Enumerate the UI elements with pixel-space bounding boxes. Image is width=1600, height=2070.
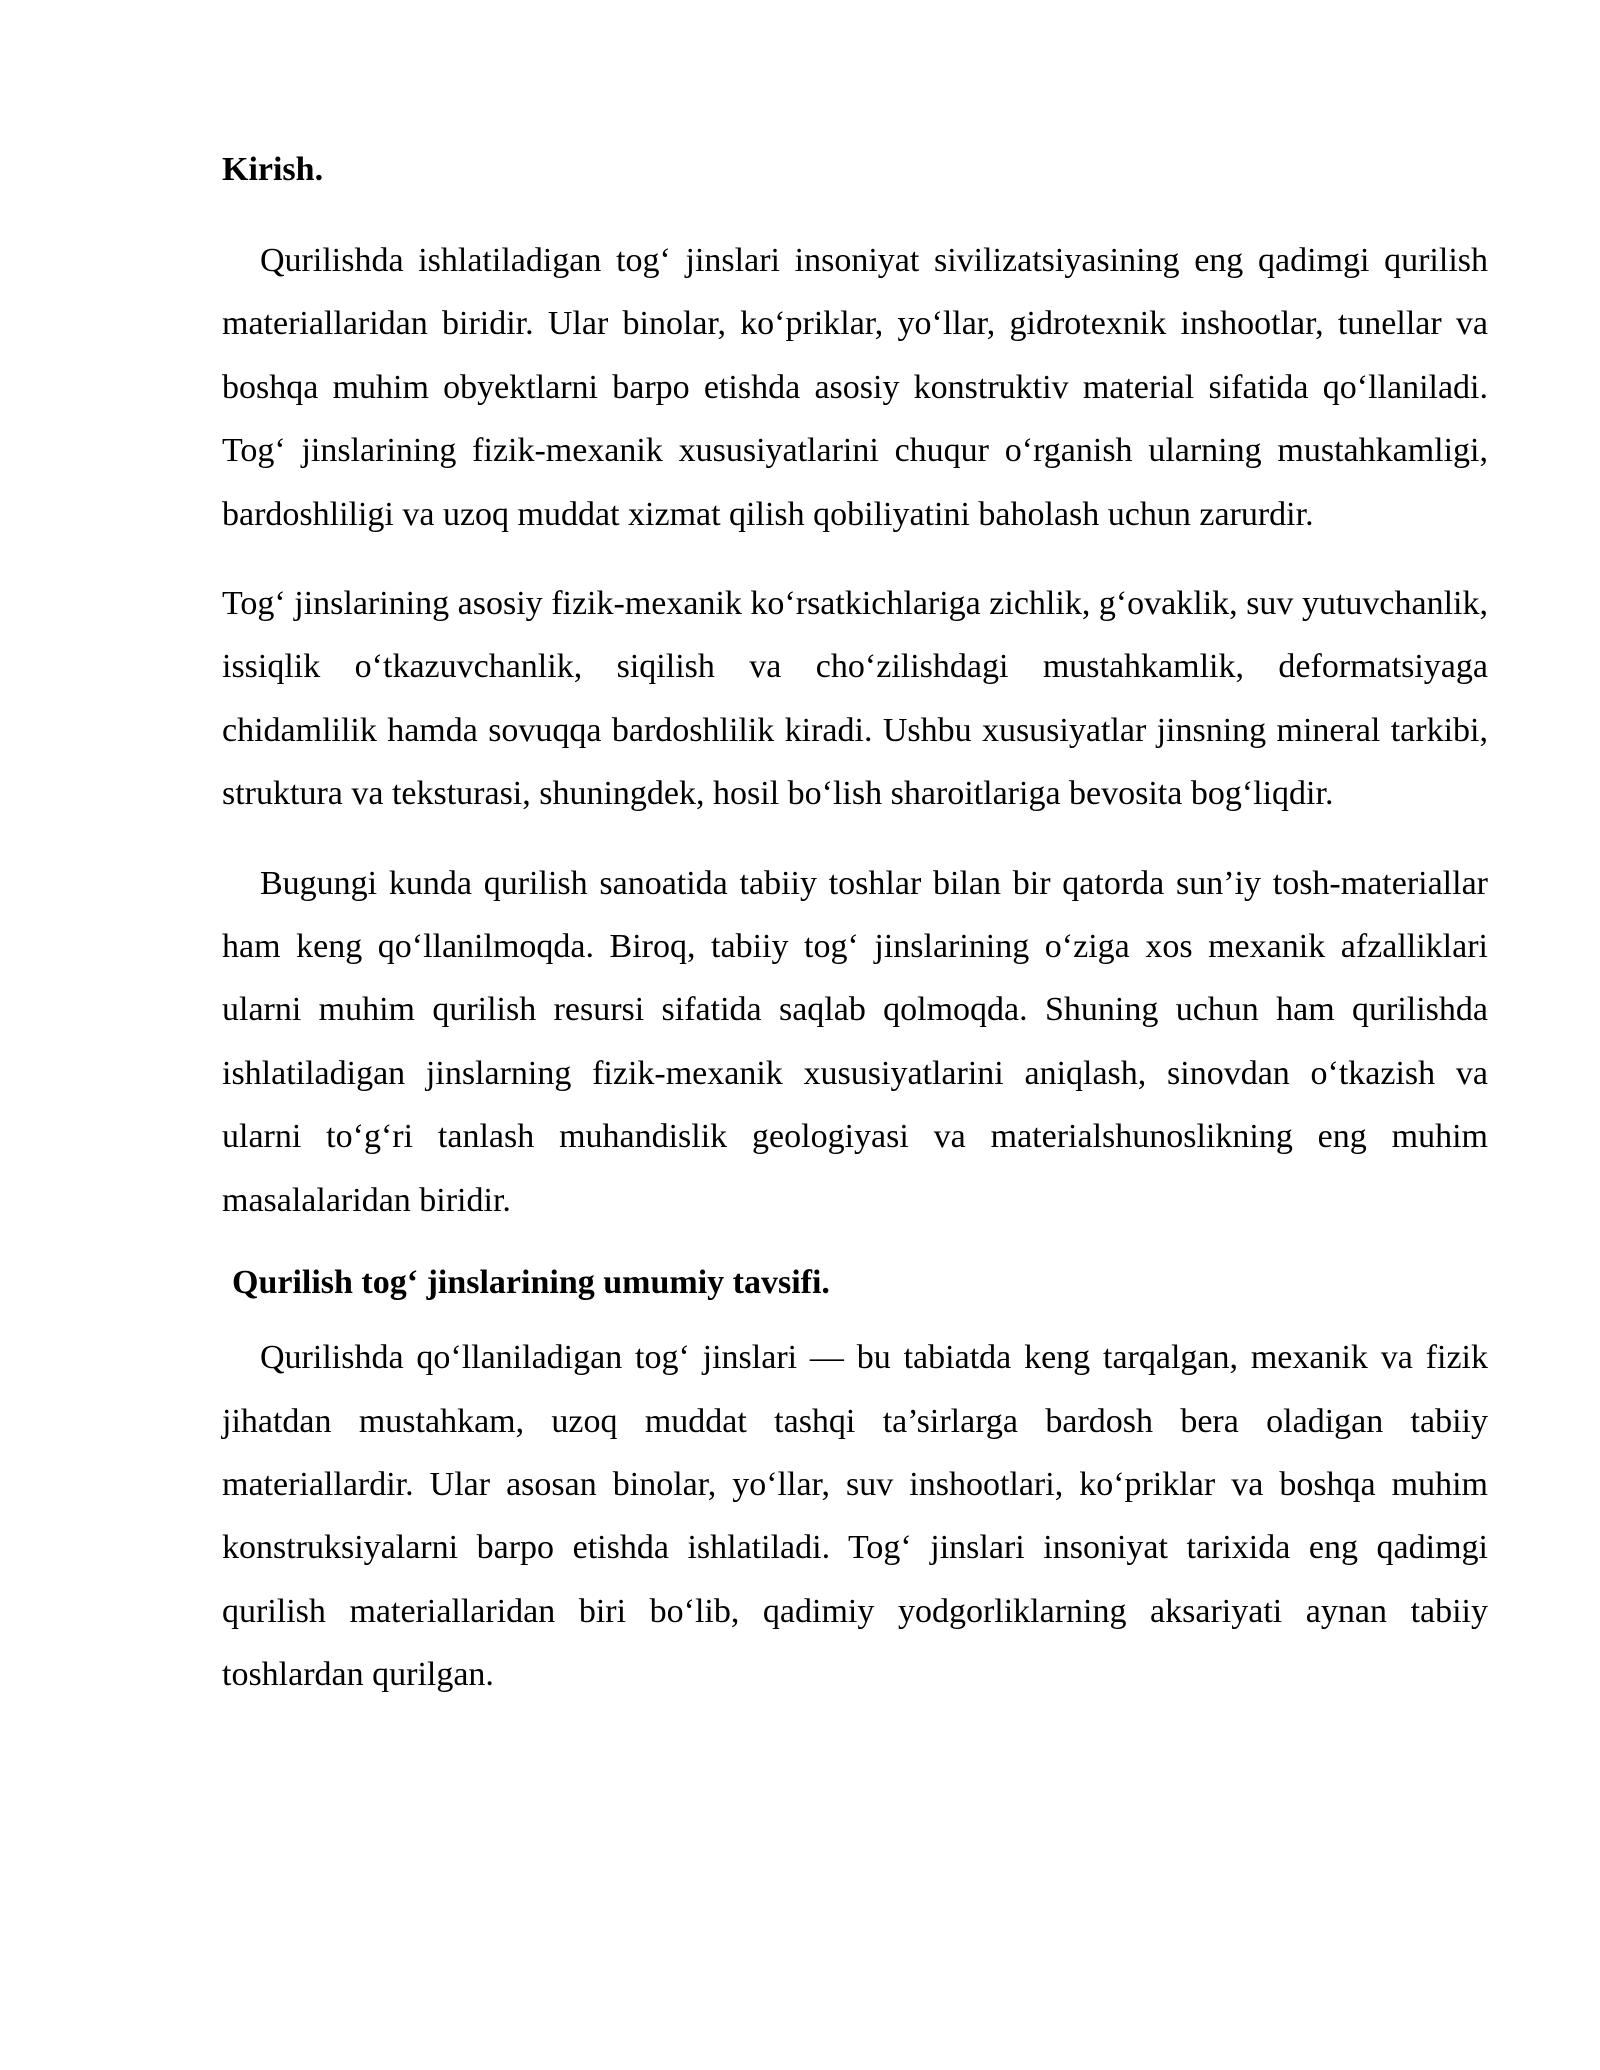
paragraph-intro-2: Tog‘ jinslarining asosiy fizik-mexanik ko‘rsatkichlariga zichlik, g‘ovaklik, suv yutuvchanlik, issiqlik o‘tkazuvchanlik, siqilish va cho‘zilishdagi mustahkamlik, deformatsiyaga chidamlilik hamda sovuqqa bardoshlilik kiradi. Ushbu xususiyatlar jinsning mineral tarkibi, struktura va teksturasi, shuningdek, hosil bo‘lish sharoitlariga bevosita bog‘liqdir. — [222, 585, 1488, 813]
paragraph-intro-1: Qurilishda ishlatiladigan tog‘ jinslari insoniyat sivilizatsiyasining eng qadimgi qurilish materiallaridan biridir. Ular binolar, ko‘priklar, yo‘llar, gidrotexnik inshootlar, tunellar va boshqa muhim obyektlarni barpo etishda asosiy konstruktiv material sifatida qo‘llaniladi. Tog‘ jinslarining fizik-mexanik xususiyatlarini chuqur o‘rganish ularning mustahkamligi, bardoshliligi va uzoq muddat xizmat qilish qobiliyatini baholash uchun zarurdir. — [222, 242, 1488, 533]
document-body — [222, 145, 1488, 1707]
section-heading-intro: Kirish. — [222, 151, 324, 188]
paragraph-general-1: Qurilishda qo‘llaniladigan tog‘ jinslari — bu tabiatda keng tarqalgan, mexanik va fizik jihatdan mustahkam, uzoq muddat tashqi ta’sirlarga bardosh bera oladigan tabiiy materiallardir. Ular asosan binolar, yo‘llar, suv inshootlari, ko‘priklar va boshqa muhim konstruksiyalarni barpo etishda ishlatiladi. Tog‘ jinslari insoniyat tarixida eng qadimgi qurilish materiallaridan biri bo‘lib, qadimiy yodgorliklarning aksariyati aynan tabiiy toshlardan qurilgan. — [222, 1339, 1488, 1694]
paragraph-intro-3: Bugungi kunda qurilish sanoatida tabiiy toshlar bilan bir qatorda sun’iy tosh-materiallar ham keng qo‘llanilmoqda. Biroq, tabiiy tog‘ jinslarining o‘ziga xos mexanik afzalliklari ularni muhim qurilish resursi sifatida saqlab qolmoqda. Shuning uchun ham qurilishda ishlatiladigan jinslarning fizik-mexanik xususiyatlarini aniqlash, sinovdan o‘tkazish va ularni to‘g‘ri tanlash muhandislik geologiyasi va materialshunoslikning eng muhim masalalaridan biridir. — [222, 864, 1488, 1219]
section-heading-general: Qurilish tog‘ jinslarining umumiy tavsifi. — [232, 1264, 830, 1302]
